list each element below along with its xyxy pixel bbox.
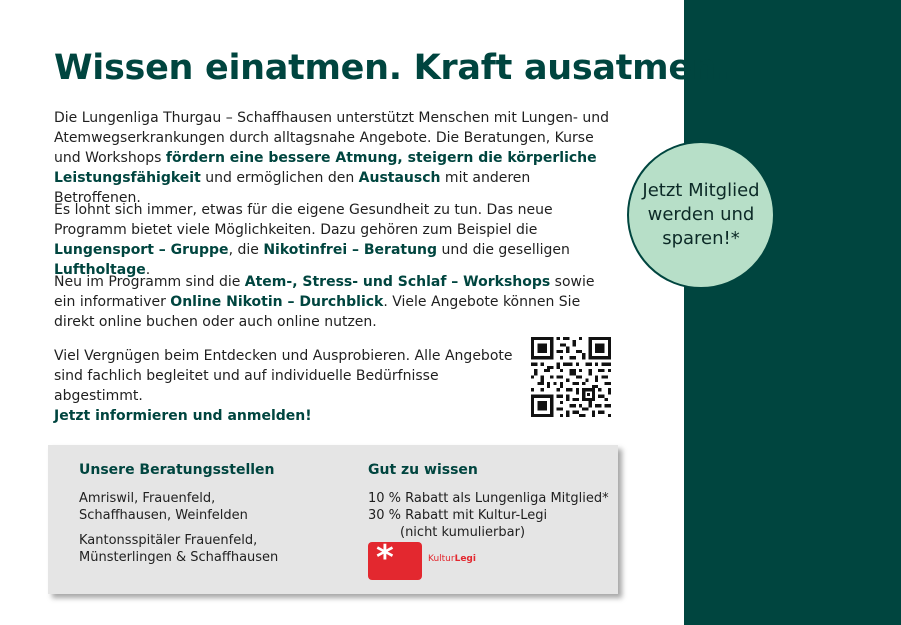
locations-line: Amriswil, Frauenfeld, — [79, 491, 216, 506]
discount-member-line: 10 % Rabatt als Lungenliga Mitglied* — [368, 491, 609, 506]
intro-paragraph: Die Lungenliga Thurgau – Schaffhausen unterstützt Menschen mit Lungen- und Atemwegserkrankungen durch alltagsnahe Angebote. Die Beratungen, Kurse und Workshops fördern eine bessere Atmung, steigern die körperliche Leistungsfähigkeit und ermöglichen den Austausch mit anderen Betroffenen. — [54, 110, 610, 206]
qr-code-icon[interactable] — [531, 337, 611, 417]
membership-badge-text: Jetzt Mitglied werden und sparen!* — [642, 180, 760, 249]
kulturlegi-logo — [368, 538, 422, 580]
discount-kulturlegi-line: 30 % Rabatt mit Kultur-Legi — [368, 508, 548, 523]
not-cumulative-note: (nicht kumulierbar) — [400, 525, 526, 540]
locations-title: Unsere Beratungsstellen — [79, 462, 275, 478]
membership-badge[interactable] — [627, 141, 775, 289]
cta-link[interactable]: Jetzt informieren und anmelden! — [54, 408, 312, 424]
page-title: Wissen einatmen. Kraft ausatmen. — [54, 48, 730, 88]
offers-paragraph: Es lohnt sich immer, etwas für die eigene Gesundheit zu tun. Das neue Programm bietet viele Möglichkeiten. Dazu gehören zum Beispiel die Lungensport – Gruppe, die Nikotinfrei – Beratung und die geselligen Luftholtage. — [54, 202, 570, 278]
closing-paragraph: Viel Vergnügen beim Entdecken und Ausprobieren. Alle Angebote sind fachlich begleitet und auf individuelle Bedürfnisse abgestimmt. Jetzt informieren und anmelden! — [54, 348, 513, 424]
good-to-know-title: Gut zu wissen — [368, 462, 478, 478]
hospitals-line: Münsterlingen & Schaffhausen — [79, 550, 279, 565]
asterisk-icon: * — [376, 538, 394, 578]
locations-line: Schaffhausen, Weinfelden — [79, 508, 248, 523]
new-program-paragraph: Neu im Programm sind die Atem-, Stress- und Schlaf – Workshops sowie ein informativer Online Nikotin – Durchblick. Viele Angebote können Sie direkt online buchen oder auch online nutzen. — [54, 274, 595, 330]
kulturlegi-wordmark: KulturLegi — [428, 554, 476, 564]
green-sidebar — [684, 0, 901, 625]
hospitals-line: Kantonsspitäler Frauenfeld, — [79, 533, 258, 548]
info-box — [48, 445, 618, 594]
